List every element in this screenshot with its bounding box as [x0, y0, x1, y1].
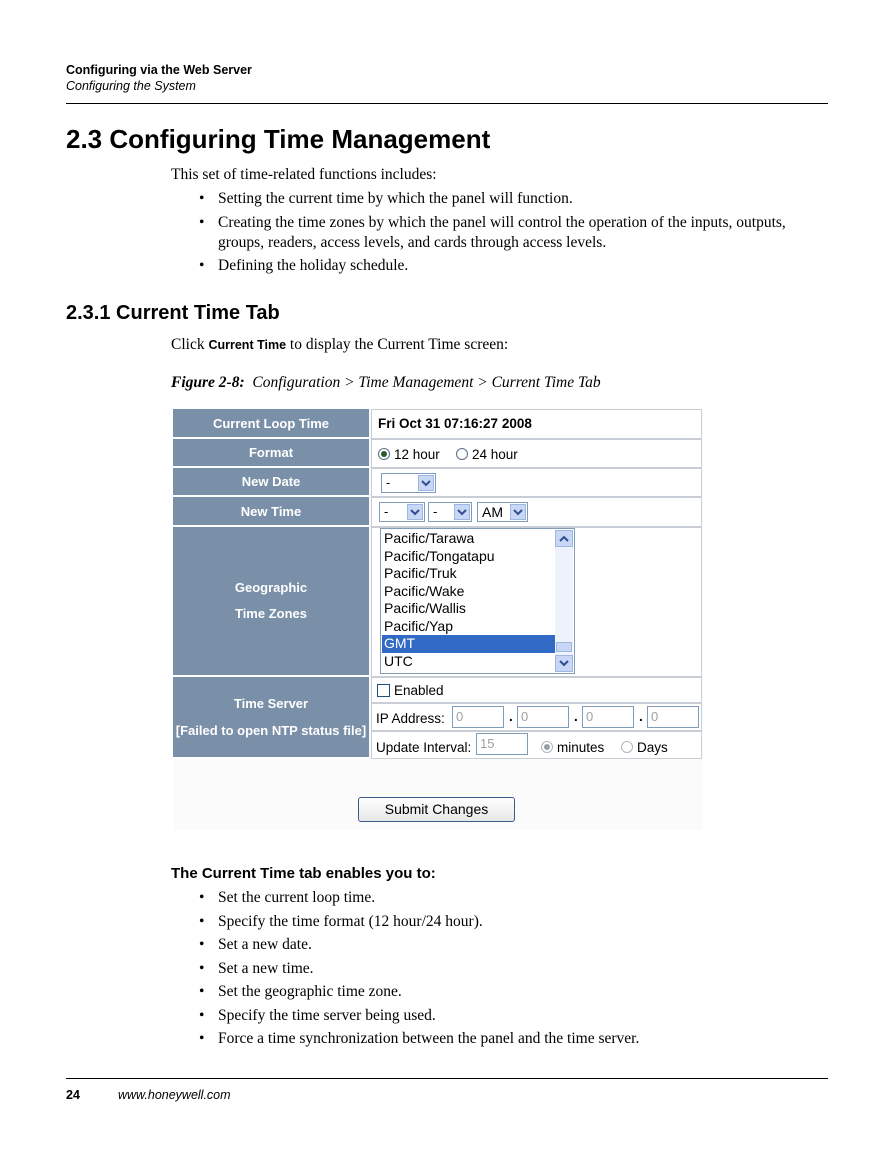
subsection-title: 2.3.1 Current Time Tab	[66, 302, 280, 324]
update-interval-cell	[371, 731, 702, 759]
update-interval-input[interactable]: 15	[476, 733, 528, 755]
scroll-up-button[interactable]	[555, 530, 573, 547]
format-12-hour-radio[interactable]	[378, 448, 390, 460]
list-item: • Setting the current time by which the panel will function.	[195, 189, 815, 209]
list-item[interactable]: Pacific/Truk	[384, 565, 457, 581]
days-label: Days	[637, 740, 668, 755]
scroll-thumb[interactable]	[556, 642, 572, 652]
section-intro: This set of time-related functions includes:	[171, 166, 437, 183]
footer-url: www.honeywell.com	[118, 1088, 231, 1102]
update-interval-label: Update Interval:	[376, 740, 472, 755]
new-time-ampm-value: AM	[482, 504, 503, 520]
list-item: • Creating the time zones by which the panel will control the operation of the inputs, outputs, groups, readers, access levels, and cards through access levels.	[195, 213, 815, 253]
days-radio[interactable]	[621, 741, 633, 753]
list-item: • Force a time synchronization between the panel and the time server.	[195, 1029, 815, 1049]
new-time-hour-select[interactable]	[379, 502, 425, 522]
list-item: • Set a new time.	[195, 959, 815, 979]
new-time-ampm-select[interactable]	[477, 502, 528, 522]
capabilities-list	[195, 888, 815, 1053]
list-item[interactable]: Pacific/Yap	[384, 617, 453, 634]
chevron-up-icon	[559, 535, 569, 542]
chevron-down-icon	[407, 504, 423, 520]
minutes-label: minutes	[557, 740, 605, 755]
format-label: Format	[173, 439, 369, 468]
list-item[interactable]: Pacific/Tongatapu	[384, 547, 495, 564]
chevron-down-icon	[559, 660, 569, 667]
chevron-down-icon	[418, 475, 434, 491]
format-24-hour-radio[interactable]	[456, 448, 468, 460]
list-item: • Set the geographic time zone.	[195, 982, 815, 1002]
running-header-title: Configuring via the Web Server	[66, 63, 252, 77]
enabled-label: Enabled	[394, 683, 444, 698]
section-bullet-list	[195, 189, 815, 280]
section-title: 2.3 Configuring Time Management	[66, 124, 491, 154]
enabled-cell	[371, 677, 702, 703]
new-time-hour-value: -	[384, 504, 389, 519]
format-cell	[371, 439, 702, 468]
format-24-hour-label: 24 hour	[472, 447, 518, 462]
header-rule	[66, 103, 828, 104]
figure-caption-text: Configuration > Time Management > Current Time Tab	[252, 374, 601, 391]
geographic-label-line2: Time Zones	[234, 606, 307, 621]
click-suffix: to display the Current Time screen:	[286, 336, 509, 353]
time-server-label	[173, 677, 369, 759]
new-time-minute-select[interactable]	[428, 502, 472, 522]
list-item: • Set a new date.	[195, 935, 815, 955]
current-time-form	[173, 409, 703, 830]
click-prefix: Click	[171, 336, 209, 353]
list-item: • Defining the holiday schedule.	[195, 256, 815, 276]
format-12-hour-label: 12 hour	[394, 447, 440, 462]
ip-dot: .	[509, 709, 513, 724]
chevron-down-icon	[454, 504, 470, 520]
page-number: 24	[66, 1088, 80, 1102]
list-item: • Specify the time server being used.	[195, 1006, 815, 1026]
list-item: • Specify the time format (12 hour/24 hour).	[195, 912, 815, 932]
list-item: • Set the current loop time.	[195, 888, 815, 908]
ip-octet-4-input[interactable]: 0	[647, 706, 699, 728]
list-item[interactable]: UTC	[384, 652, 413, 669]
list-item[interactable]: Pacific/Tarawa	[384, 530, 475, 546]
geographic-label-line1: Geographic	[234, 580, 308, 595]
current-loop-time-cell	[371, 409, 702, 439]
time-server-status: [Failed to open NTP status file]	[175, 723, 367, 738]
new-date-cell	[371, 468, 702, 497]
ip-address-cell	[371, 703, 702, 731]
minutes-radio[interactable]	[541, 741, 553, 753]
new-date-label: New Date	[173, 468, 369, 497]
time-server-label-text: Time Server	[233, 696, 309, 711]
new-date-select[interactable]	[381, 473, 436, 493]
click-term: Current Time	[208, 338, 287, 352]
ip-address-label: IP Address:	[376, 711, 445, 726]
geographic-time-zones-label	[173, 527, 369, 677]
time-zone-listbox[interactable]	[380, 528, 575, 674]
ip-octet-2-input[interactable]: 0	[517, 706, 569, 728]
enabled-checkbox[interactable]	[377, 684, 390, 697]
new-time-minute-value: -	[433, 504, 438, 519]
new-time-cell	[371, 497, 702, 527]
ip-octet-3-input[interactable]: 0	[582, 706, 634, 728]
running-header-subtitle: Configuring the System	[66, 79, 196, 93]
new-time-label: New Time	[173, 497, 369, 527]
ip-dot: .	[574, 709, 578, 724]
footer-rule	[66, 1078, 828, 1079]
current-loop-time-value: Fri Oct 31 07:16:27 2008	[378, 416, 532, 431]
ip-octet-1-input[interactable]: 0	[452, 706, 504, 728]
click-instruction	[171, 335, 508, 355]
figure-label: Figure 2-8:	[171, 374, 245, 391]
current-loop-time-label: Current Loop Time	[173, 409, 369, 439]
figure-caption	[171, 373, 601, 393]
new-date-select-value: -	[386, 475, 391, 490]
list-item-selected[interactable]: GMT	[382, 635, 557, 653]
capabilities-heading: The Current Time tab enables you to:	[171, 865, 436, 882]
ip-dot: .	[639, 709, 643, 724]
listbox-scrollbar[interactable]	[555, 530, 573, 672]
list-item[interactable]: Pacific/Wallis	[384, 600, 466, 616]
list-item[interactable]: Pacific/Wake	[384, 582, 465, 599]
scroll-down-button[interactable]	[555, 655, 573, 672]
submit-changes-button[interactable]: Submit Changes	[358, 797, 515, 822]
chevron-down-icon	[510, 504, 526, 520]
